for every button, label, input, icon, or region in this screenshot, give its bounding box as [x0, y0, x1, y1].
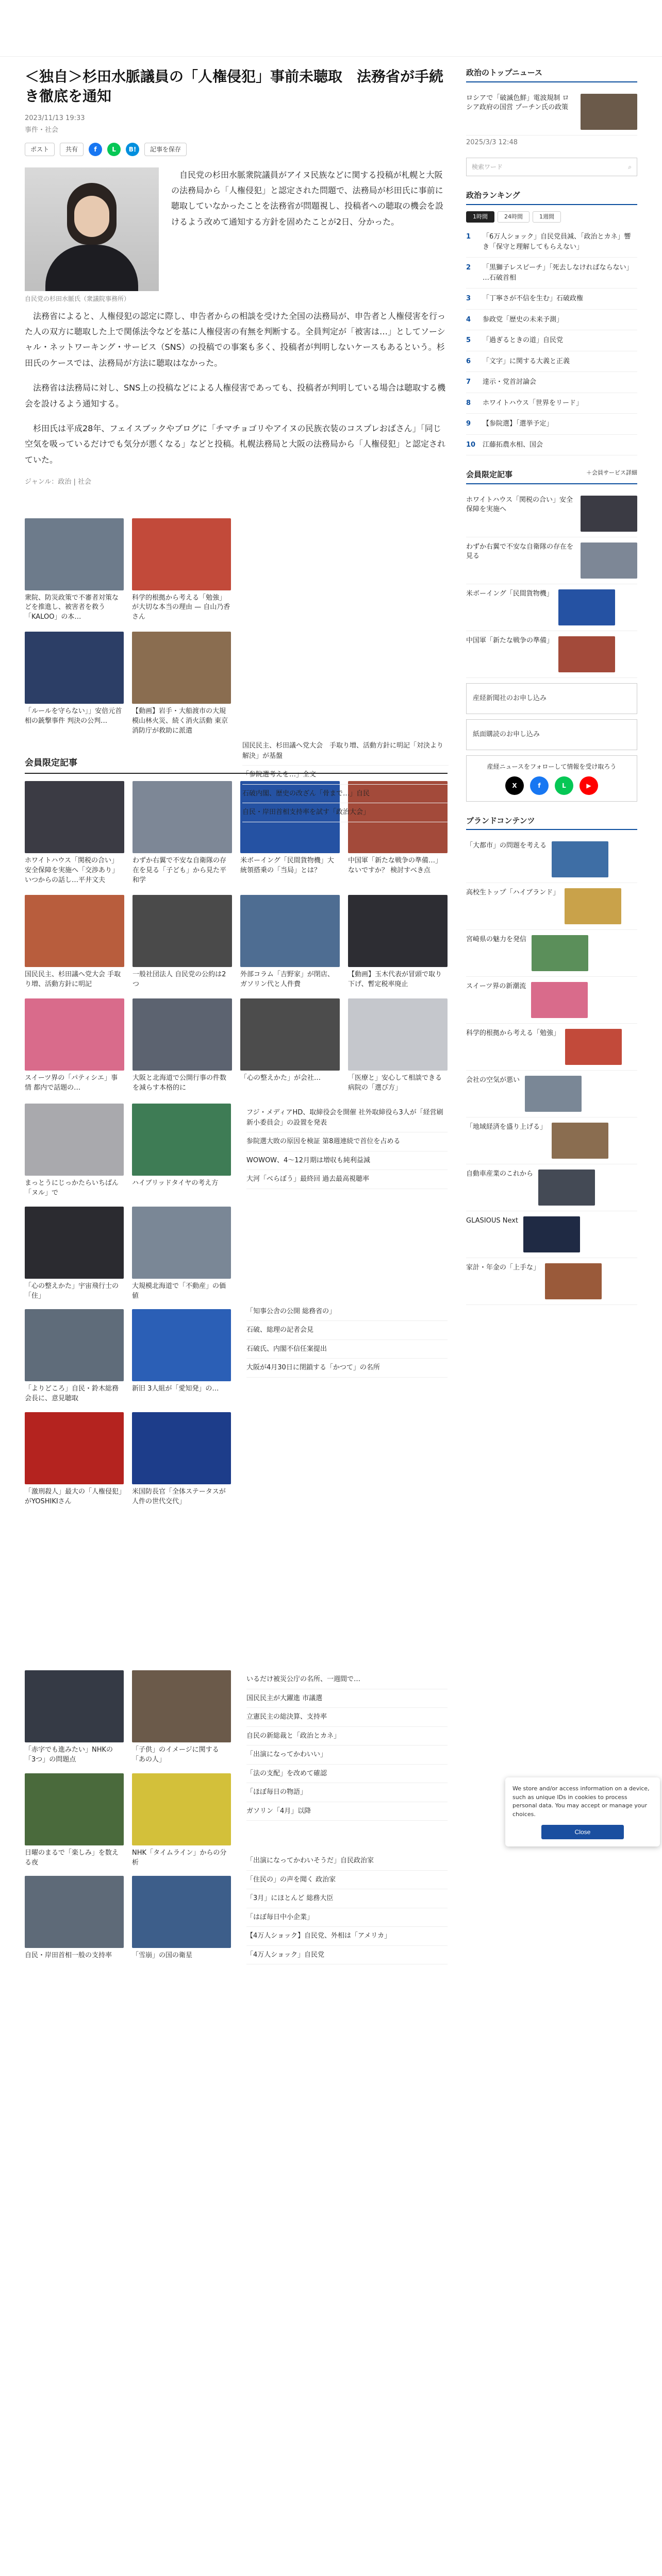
cookie-banner [505, 1777, 660, 1846]
tab-24h[interactable]: 24時間 [498, 211, 529, 223]
header-bar [0, 0, 662, 57]
brand-item[interactable]: 「大都市」の問題を考える [466, 836, 637, 883]
brand-item[interactable]: 会社の空気が悪い [466, 1071, 637, 1117]
lower-news-item[interactable]: 「住民の」の声を聞く 政治家 [246, 1871, 448, 1890]
save-article-button[interactable]: 記事を保存 [144, 143, 187, 156]
subscribe-banner[interactable]: 産経新聞社のお申し込み [466, 683, 637, 714]
share-bar [25, 143, 448, 156]
search-input[interactable]: 検索ワード ⌕ [466, 158, 637, 176]
lower-news-item[interactable]: 「3月」にほとんど 総務大臣 [246, 1889, 448, 1908]
ranking-title: 政治ランキング [466, 190, 637, 205]
brand-item[interactable]: 宮崎県の魅力を発信 [466, 930, 637, 977]
mid-news-item[interactable]: 石破、総理の記者会見 [246, 1321, 448, 1340]
lower-news-item[interactable]: 国民民主が大躍進 市議選 [246, 1689, 448, 1708]
brand-item[interactable]: 家計・年金の「上手な」 [466, 1258, 637, 1305]
ad-line[interactable]: WOWOW、4～12月期は増収も純利益減 [246, 1151, 448, 1171]
paper-banner[interactable]: 紙面購読のお申し込み [466, 719, 637, 750]
article-footer-tags: ジャンル：政治 | 社会 [25, 478, 92, 486]
member-item[interactable]: わずか右翼で不安な自衛隊の存在を見る [466, 537, 637, 584]
lower-news-item[interactable]: 自民の新総裁と「政治とカネ」 [246, 1727, 448, 1746]
ad-line[interactable]: 大河「べらぼう」最終回 過去最高視聴率 [246, 1170, 448, 1189]
inline-news-card[interactable]: 衆院、防災政策で不審者対策などを推進し、被害者を救う「KALOO」の本… [25, 518, 124, 623]
lower-news-item[interactable]: 「出演になってかわいそうだ」自民政治家 [246, 1852, 448, 1871]
related-card[interactable]: 米ボーイング「民間貨物機」大統領搭乗の「当局」とは？ [240, 781, 340, 886]
brand-item[interactable]: 自動車産業のこれから [466, 1164, 637, 1211]
brand-item[interactable]: 「地域経済を盛り上げる」 [466, 1117, 637, 1164]
article-date: 2023/11/13 19:33 [25, 114, 85, 122]
member-more-link[interactable]: ＋会員サービス詳細 [586, 469, 637, 476]
related-card[interactable]: スイーツ界の「パティシエ」事情 都内で話題の… [25, 998, 124, 1093]
related-card[interactable]: 「子供」のイメージに関する「あの人」 [132, 1670, 231, 1765]
inline-news-card[interactable]: 「ルールを守らない」」安倍元首相の銃撃事件 判決の公判… [25, 632, 124, 736]
ranking-item[interactable]: 2 「黒獅子レスピーチ」「死去しなければならない」 …石破首相 [466, 258, 637, 289]
related-card[interactable]: 「心の整えかた」宇宙飛行士の「住」 [25, 1207, 124, 1301]
lower-news-item[interactable]: 「出演になってかわいい」 [246, 1745, 448, 1765]
related-card[interactable]: まっとうにじっかたらいちばん「ヌル」で [25, 1104, 124, 1198]
article-photo [25, 167, 159, 291]
list-item[interactable]: 自民・岸田首相支持率を試す「政治大会」 [242, 803, 449, 822]
ranking-item[interactable]: 5 「過ぎるときの道」自民党 [466, 330, 637, 351]
article-title: ＜独自＞杉田水脈議員の「人権侵犯」事前未聴取 法務省が手続き徹底を通知 [25, 68, 444, 105]
post-button[interactable]: ポスト [25, 143, 55, 156]
mid-news-item[interactable]: 石破氏、内閣不信任案提出 [246, 1340, 448, 1359]
related-card[interactable]: 大阪と北海道で公開行事の件数を減らす本格的に [133, 998, 232, 1093]
mid-news-item[interactable]: 大阪が4月30日に閉鎖する「かつて」の名所 [246, 1359, 448, 1378]
related-card[interactable]: 自民・岸田首相一般の支持率 [25, 1876, 124, 1961]
lower-news-item[interactable]: 「4万人ショック」自民党 [246, 1946, 448, 1965]
main-column [25, 67, 448, 2031]
follow-box: 産経ニュースをフォローして情報を受け取ろう X f L ▶ [466, 755, 637, 802]
photo-caption: 自民党の杉田水脈氏（衆議院事務所） [25, 295, 130, 302]
ranking-item[interactable]: 3 「丁寧さが不信を生む」石破政権 [466, 289, 637, 310]
lower-news-item[interactable]: 【4万人ショック】自民党、外相は「アメリカ」 [246, 1927, 448, 1946]
ranking-list [466, 227, 637, 455]
related-card[interactable]: ホワイトハウス「関税の合い」安全保障を実施へ「交渉あり」いつからの話し…平井文夫 [25, 781, 124, 886]
related-card[interactable]: 新旧 3人組が「愛知発」の… [132, 1309, 231, 1404]
related-card[interactable]: 中国軍「新たな戦争の準備…」ないですか？ 検討すべき点 [348, 781, 448, 886]
related-title: 会員限定記事 [25, 757, 77, 768]
top-news-date: 2025/3/3 12:48 [466, 138, 518, 146]
related-card[interactable]: 外部コラム「吉野家」が閉店、ガソリン代と人件費 [240, 895, 340, 990]
top-news-item[interactable]: ロシアで「破滅色鮮」電波規制 ロシア政府の国営 プーチン氏の政策 [466, 89, 637, 135]
lower-news-item[interactable]: 「はぼ毎日中小企業」 [246, 1908, 448, 1927]
related-card[interactable]: NHK「タイムライン」からの分析 [132, 1773, 231, 1868]
youtube-icon[interactable]: ▶ [580, 776, 598, 795]
related-card[interactable]: 国民民主、杉田議へ党大会 手取り増、活動方針に明記 [25, 895, 124, 990]
lower-news-item[interactable]: ガソリン「4月」以降 [246, 1802, 448, 1821]
brand-item[interactable]: 高校生トップ「ハイブランド」 [466, 883, 637, 930]
brand-item[interactable]: スイーツ界の新潮流 [466, 977, 637, 1024]
lower-news-item[interactable]: いるだけ被災公庁の名所、一週間で… [246, 1670, 448, 1689]
ad-line[interactable]: フジ・メディアHD、取締役会を開催 社外取締役ら3人が「経営刷新小委員会」の設置を発表 [246, 1104, 448, 1132]
related-card[interactable]: 「心の整えかた」が会社… [240, 998, 340, 1093]
brand-item[interactable]: GLASIOUS Next [466, 1211, 637, 1258]
paragraph: 法務省によると、人権侵犯の認定に際し、申告者からの相談を受けた全国の法務局が、申告者と人権侵害を行った人の双方に聴取した上で関係法令などを基に人権侵害の有無を判断する。全員判定が「被害は…」としてソーシャル・ネットワーキング・サービス（SNS）の投稿での事案も多く、投稿者が判明しないケースもあるという。杉田氏のケースでは、法務局が方法に聴取はなかった。 [25, 311, 446, 368]
list-item[interactable]: 石破内閣、歴史の改ざん「骨まで…」自民 [242, 785, 449, 804]
inline-news-card[interactable]: 科学的根拠から考える「勉強」が大切な本当の理由 — 自山乃香さん [132, 518, 231, 623]
related-card[interactable]: 一般社団法人 自民党の公約は2つ [133, 895, 232, 990]
related-card[interactable]: 「よりどころ」自民・鈴木総務会長に、意見聴取 [25, 1309, 124, 1404]
related-card[interactable]: 「医療と」安心して相談できる病院の「選び方」 [348, 998, 448, 1093]
related-card[interactable]: ハイブリッドタイヤの考え方 [132, 1104, 231, 1198]
paragraph: 法務省は法務局に対し、SNS上の投稿などによる人権侵害であっても、投稿者が判明している場合は聴取する機会を設けるよう通知する。 [25, 383, 446, 409]
line-icon[interactable]: L [555, 776, 573, 795]
related-card[interactable]: 【動画】玉木代表が冒頭で取り下げ、暫定税率廃止 [348, 895, 448, 990]
lower-news-item[interactable]: 「法の支配」を改めて確認 [246, 1765, 448, 1784]
list-item[interactable]: 「参院選考えを…」全文 [242, 766, 449, 785]
close-button[interactable]: Close [541, 1825, 624, 1839]
related-card[interactable]: わずか右翼で不安な自衛隊の存在を見る「子ども」から見た平和学 [133, 781, 232, 886]
article-tags: 事件・社会 [25, 126, 59, 134]
ranking-item[interactable]: 9 【参院選】「選挙予定」 [466, 414, 637, 435]
related-card[interactable]: 大規模北海道で「不動産」の価値 [132, 1207, 231, 1301]
ranking-item[interactable]: 8 ホワイトハウス「世界をリード」 [466, 393, 637, 414]
list-item[interactable]: 国民民主、杉田議へ党大会 手取り増、活動方針に明記「対決より解決」が基盤 [242, 737, 449, 766]
ad-line[interactable]: 参院選大敗の原因を検証 第8週連続で首位を占める [246, 1132, 448, 1151]
related-card[interactable]: 「激刑殺人」最大の「人権侵犯」がYOSHIKIさん [25, 1412, 124, 1507]
mid-news-item[interactable]: 「知事公舎の公開 総務省の」 [246, 1302, 448, 1321]
related-card[interactable]: 米国防長官「全体ステータスが人件の世代交代」 [132, 1412, 231, 1507]
ranking-item[interactable]: 1 「6万人ショック」自民党員減、「政治とカネ」響き「保守と理解してもらえない」 [466, 227, 637, 258]
member-item[interactable]: 中国軍「新たな戦争の準備」 [466, 631, 637, 678]
tab-1w[interactable]: 1週間 [533, 211, 561, 223]
tab-1h[interactable]: 1時間 [466, 211, 494, 223]
search-icon[interactable]: ⌕ [628, 163, 632, 171]
paragraph: 自民党の杉田水脈衆院議員がアイヌ民族などに関する投稿が札幌と大阪の法務局から「人権侵犯」と認定された問題で、法務局が杉田氏に事前に聴取していなかったことを法務省が問題視し、投稿者への聴取の機会を設けるよう改めて通知する方針を固めたことが2日、分かった。 [171, 170, 444, 227]
facebook-icon[interactable]: f [89, 143, 102, 156]
hatena-icon[interactable]: B! [126, 143, 139, 156]
lower-news-item[interactable]: 立憲民主の総決算、支持率 [246, 1708, 448, 1727]
x-icon[interactable]: X [505, 776, 524, 795]
cookie-text: We store and/or access information on a device, such as unique IDs in cookies to process personal data. You may accept or manage your choices. [512, 1785, 650, 1818]
share-button[interactable]: 共有 [60, 143, 84, 156]
paragraph: 杉田氏は平成28年、フェイスブックやブログに「チマチョゴリやアイヌの民族衣装のコスプレおばさん」「同じ空気を吸っているだけでも気分が悪くなる」などと投稿。札幌法務局と大阪の法務局から「人権侵犯」と認定されていた。 [25, 423, 446, 465]
ranking-item[interactable]: 6 「文字」に関する大義と正義 [466, 351, 637, 372]
inline-news-card[interactable]: 【動画】岩手・大船渡市の大規模山林火災、続く消火活動 東京消防庁が救助に派遣 [132, 632, 231, 736]
brand-title: ブランドコンテンツ [466, 815, 637, 831]
facebook-icon[interactable]: f [530, 776, 549, 795]
ranking-item[interactable]: 4 参政党「歴史の未来予測」 [466, 310, 637, 331]
ranking-item[interactable]: 10 江藤拓農水相、国会 [466, 435, 637, 456]
line-icon[interactable]: L [107, 143, 121, 156]
related-card[interactable]: 「赤字でも進みたい」NHKの「3つ」の問題点 [25, 1670, 124, 1765]
brand-item[interactable]: 科学的根拠から考える「勉強」 [466, 1024, 637, 1071]
related-card[interactable]: 「雪崩」の国の衛星 [132, 1876, 231, 1961]
ranking-item[interactable]: 7 達示・党首討論会 [466, 372, 637, 393]
ranking-tabs [466, 211, 637, 223]
related-grid [25, 781, 448, 1093]
sidebar [466, 67, 637, 2031]
related-card[interactable]: 日曜のまるで「楽しみ」を数える夜 [25, 1773, 124, 1868]
top-news-title: 政治のトップニュース [466, 67, 637, 82]
member-item[interactable]: 米ボーイング「民間貨物機」 [466, 584, 637, 631]
member-title: 会員限定記事 [466, 470, 513, 479]
member-item[interactable]: ホワイトハウス「関税の合い」安全保障を実施へ [466, 490, 637, 537]
lower-news-item[interactable]: 「ほぼ毎日の物語」 [246, 1783, 448, 1802]
